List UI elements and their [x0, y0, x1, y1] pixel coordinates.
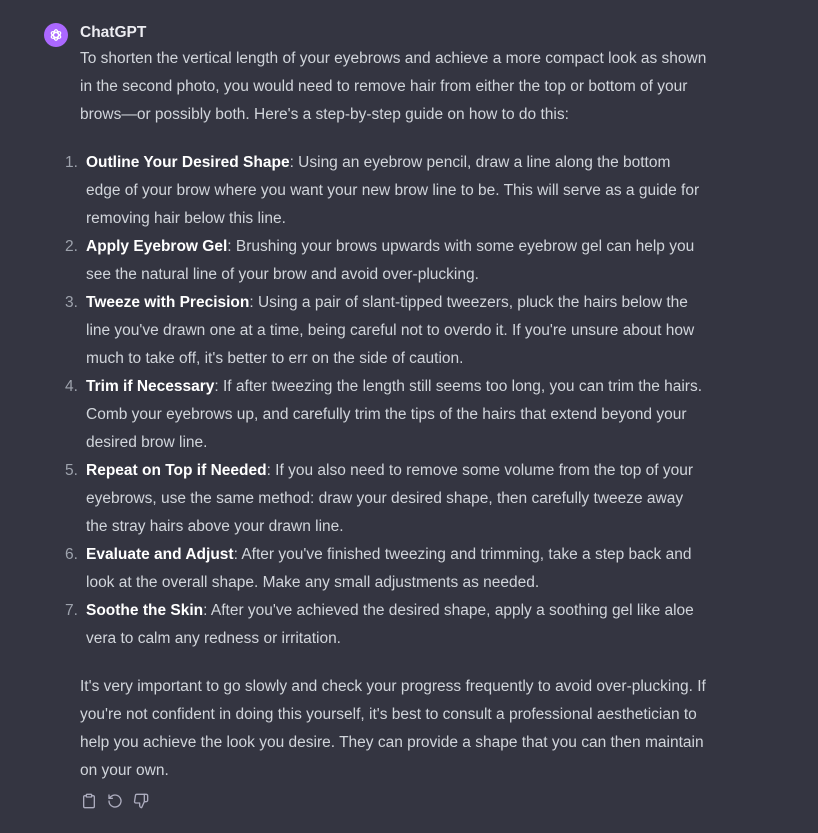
message-actions — [80, 792, 150, 810]
chatgpt-avatar — [44, 23, 68, 47]
list-item-number: 6. — [65, 546, 78, 563]
regenerate-button[interactable] — [106, 792, 124, 810]
closing-paragraph: It's very important to go slowly and check your progress frequently to avoid over-plucking. If you're not confident in doing this yourself, it's best to consult a professional aesthetician to help you achieve the look you desire. They can provide a shape that you can then maintain on your own. — [80, 678, 706, 779]
step-text: : Brushing your brows upwards with some eyebrow gel can help you see the natural line of your brow and avoid over-plucking. — [86, 238, 695, 283]
list-item — [65, 373, 708, 457]
clipboard-icon — [81, 793, 97, 809]
list-item — [65, 457, 708, 541]
sender-name: ChatGPT — [80, 24, 147, 41]
step-title: Outline Your Desired Shape — [86, 154, 290, 171]
step-title: Evaluate and Adjust — [86, 546, 234, 563]
step-title: Apply Eyebrow Gel — [86, 238, 228, 255]
list-item-number: 3. — [65, 294, 78, 311]
steps-list — [65, 149, 708, 653]
message-content — [65, 45, 708, 785]
step-text: : Using a pair of slant-tipped tweezers, pluck the hairs below the line you've drawn one at a time, being careful not to overdo it. If you're unsure about how much to take off, it's better to err on the side of caution. — [86, 294, 695, 367]
step-text: : After you've finished tweezing and trimming, take a step back and look at the overall shape. Make any small adjustments as needed. — [86, 546, 692, 591]
openai-logo-icon — [47, 26, 65, 44]
step-title: Repeat on Top if Needed — [86, 462, 267, 479]
intro-paragraph: To shorten the vertical length of your eyebrows and achieve a more compact look as shown in the second photo, you would need to remove hair from either the top or bottom of your brows—or possibly both. Here's a step-by-step guide on how to do this: — [80, 50, 707, 123]
step-text: : If you also need to remove some volume from the top of your eyebrows, use the same method: draw your desired shape, then carefully tweeze away the stray hairs above your drawn line. — [86, 462, 694, 535]
list-item-number: 4. — [65, 378, 78, 395]
regenerate-icon — [107, 793, 123, 809]
step-text: : If after tweezing the length still seems too long, you can trim the hairs. Comb your eyebrows up, and carefully trim the tips of the hairs that extend beyond your desired brow line. — [86, 378, 703, 451]
thumbs-down-button[interactable] — [132, 792, 150, 810]
list-item-number: 7. — [65, 602, 78, 619]
list-item — [65, 289, 708, 373]
step-title: Tweeze with Precision — [86, 294, 250, 311]
list-item — [65, 149, 708, 233]
step-title: Soothe the Skin — [86, 602, 204, 619]
list-item — [65, 597, 708, 653]
list-item-number: 2. — [65, 238, 78, 255]
list-item — [65, 541, 708, 597]
list-item-number: 5. — [65, 462, 78, 479]
list-item-number: 1. — [65, 154, 78, 171]
list-item — [65, 233, 708, 289]
copy-button[interactable] — [80, 792, 98, 810]
step-text: : Using an eyebrow pencil, draw a line along the bottom edge of your brow where you want your new brow line to be. This will serve as a guide for removing hair below this line. — [86, 154, 700, 227]
step-title: Trim if Necessary — [86, 378, 215, 395]
thumbs-down-icon — [133, 793, 149, 809]
step-text: : After you've achieved the desired shape, apply a soothing gel like aloe vera to calm any redness or irritation. — [86, 602, 694, 647]
